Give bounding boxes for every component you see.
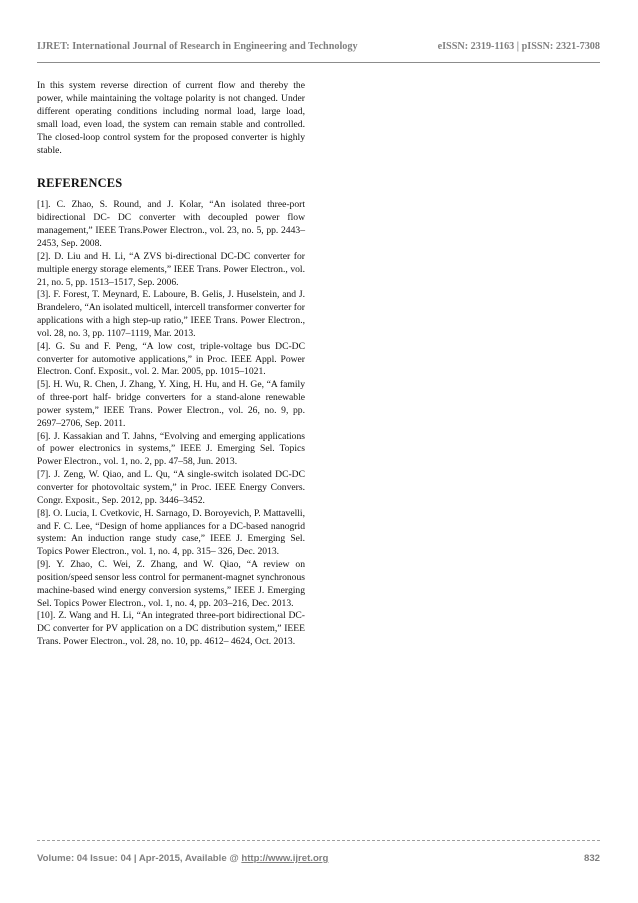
running-header	[37, 41, 600, 52]
journal-title: IJRET: International Journal of Research in Engineering and Technology	[37, 41, 358, 52]
conclusion-paragraph: In this system reverse direction of current flow and thereby the power, while maintaining the voltage polarity is not changed. Under different operating conditions including normal load, large load, small load, even load, the system can remain stable and controlled. The closed-loop control system for the proposed converter is highly stable.	[37, 80, 305, 156]
text-column	[37, 80, 305, 649]
reference-item: [1]. C. Zhao, S. Round, and J. Kolar, “An isolated three-port bidirectional DC- DC converter with decoupled power flow management,” IEEE Trans.Power Electron., vol. 23, no. 5, pp. 2443–2453, Sep. 2008.	[37, 199, 305, 249]
reference-item: [4]. G. Su and F. Peng, “A low cost, triple-voltage bus DC-DC converter for automotive applications,” in Proc. IEEE Appl. Power Electron. Conf. Exposit., vol. 2. Mar. 2005, pp. 1015–1021.	[37, 340, 305, 378]
reference-item: [10]. Z. Wang and H. Li, “An integrated three-port bidirectional DC-DC converter for PV application on a DC distribution system,” IEEE Trans. Power Electron., vol. 28, no. 10, pp. 4612– 4624, Oct. 2013.	[37, 610, 305, 648]
reference-item: [2]. D. Liu and H. Li, “A ZVS bi-directional DC-DC converter for multiple energy storage elements,” IEEE Trans. Power Electron., vol. 21, no. 5, pp. 1513–1517, Sep. 2006.	[37, 250, 305, 288]
reference-item: [5]. H. Wu, R. Chen, J. Zhang, Y. Xing, H. Hu, and H. Ge, “A family of three-port half- bridge converters for a stand-alone renewable power system,” IEEE Trans. Power Electron., vol. 26, no. 9, pp. 2697–2706, Sep. 2011.	[37, 379, 305, 429]
running-footer	[37, 853, 600, 864]
page-number: 832	[583, 853, 600, 864]
reference-item: [6]. J. Kassakian and T. Jahns, “Evolving and emerging applications of power electronics in systems,” IEEE J. Emerging Sel. Topics Power Electron., vol. 1, no. 2, pp. 47–58, Jun. 2013.	[37, 430, 305, 468]
reference-item: [3]. F. Forest, T. Meynard, E. Laboure, B. Gelis, J. Huselstein, and J. Brandelero, “An isolated multicell, intercell transformer converter for applications with a high step-up ratio,” IEEE Trans. Power Electron., vol. 28, no. 3, pp. 1107–1119, Mar. 2013.	[37, 289, 305, 339]
reference-list	[37, 199, 305, 649]
volume-label: Volume: 04 Issue: 04 | Apr-2015, Available @	[37, 853, 242, 864]
header-divider	[37, 62, 600, 63]
journal-link[interactable]: http://www.ijret.org	[241, 853, 329, 864]
footer-volume	[37, 853, 328, 864]
footer-divider	[37, 840, 600, 841]
issn-label: eISSN: 2319-1163 | pISSN: 2321-7308	[437, 41, 600, 52]
reference-item: [7]. J. Zeng, W. Qiao, and L. Qu, “A single-switch isolated DC-DC converter for photovoltaic system,” in Proc. IEEE Energy Convers. Congr. Exposit., Sep. 2012, pp. 3446–3452.	[37, 469, 305, 506]
reference-item: [9]. Y. Zhao, C. Wei, Z. Zhang, and W. Qiao, “A review on position/speed sensor less control for permanent-magnet synchronous machine-based wind energy conversion systems,” IEEE J. Emerging Sel. Topics Power Electron., vol. 1, no. 4, pp. 203–216, Dec. 2013.	[37, 559, 305, 609]
references-heading: REFERENCES	[37, 176, 123, 191]
reference-item: [8]. O. Lucia, I. Cvetkovic, H. Sarnago, D. Boroyevich, P. Mattavelli, and F. C. Lee, “Design of home appliances for a DC-based nanogrid system: An induction range study case,” IEEE J. Emerging Sel. Topics Power Electron., vol. 1, no. 4, pp. 315– 326, Dec. 2013.	[37, 507, 305, 558]
